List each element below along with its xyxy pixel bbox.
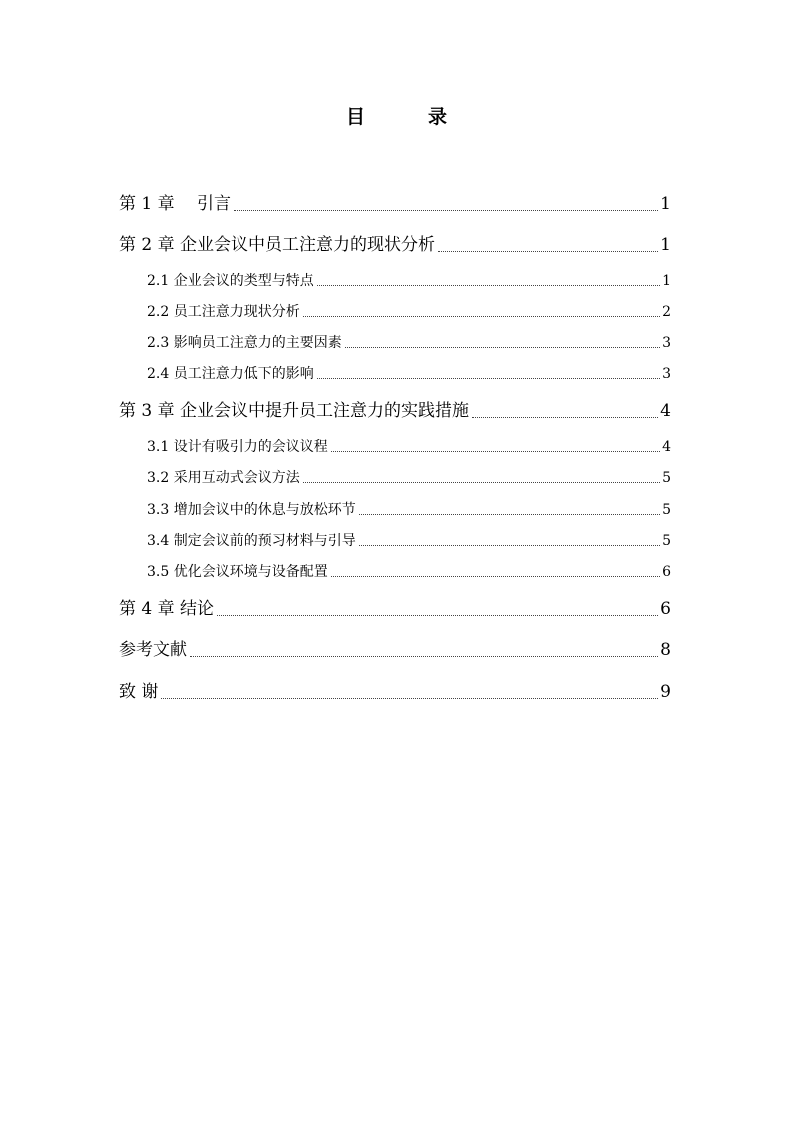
toc-entry-label: 参考文献 bbox=[119, 640, 187, 660]
toc-entry-ch4[interactable] bbox=[119, 597, 671, 621]
page-title: 目 录 bbox=[345, 106, 469, 128]
toc-entry-page: 6 bbox=[660, 599, 671, 619]
toc-entry-2-4[interactable] bbox=[147, 364, 671, 384]
toc-entry-label: 3.3 增加会议中的休息与放松环节 bbox=[147, 502, 356, 518]
toc-entry-page: 2 bbox=[662, 304, 671, 320]
toc-entry-label: 第 2 章 企业会议中员工注意力的现状分析 bbox=[119, 235, 436, 255]
toc-entry-label: 致 谢 bbox=[119, 682, 159, 702]
toc-entry-2-3[interactable] bbox=[147, 333, 671, 353]
toc-entry-page: 5 bbox=[662, 502, 671, 518]
toc-entry-ch2[interactable] bbox=[119, 233, 671, 257]
toc-entry-3-3[interactable] bbox=[147, 500, 671, 520]
dot-leader bbox=[303, 482, 660, 483]
dot-leader bbox=[234, 210, 658, 211]
dot-leader bbox=[217, 615, 658, 616]
dot-leader bbox=[438, 251, 658, 252]
toc-entry-3-4[interactable] bbox=[147, 531, 671, 551]
toc-entry-page: 1 bbox=[660, 235, 671, 255]
dot-leader bbox=[359, 514, 660, 515]
toc-entry-page: 3 bbox=[662, 335, 671, 351]
toc-entry-3-2[interactable] bbox=[147, 468, 671, 488]
dot-leader bbox=[345, 347, 660, 348]
toc-entry-label: 3.4 制定会议前的预习材料与引导 bbox=[147, 533, 356, 549]
toc-entry-page: 4 bbox=[660, 401, 671, 421]
toc-entry-2-2[interactable] bbox=[147, 302, 671, 322]
toc-entry-references[interactable] bbox=[119, 638, 671, 662]
toc-entry-label: 2.4 员工注意力低下的影响 bbox=[147, 366, 314, 382]
toc-entry-label: 第 1 章 引言 bbox=[119, 194, 232, 214]
toc-entry-page: 8 bbox=[660, 640, 671, 660]
toc-entry-page: 4 bbox=[662, 439, 671, 455]
dot-leader bbox=[190, 656, 658, 657]
toc-entry-page: 6 bbox=[662, 564, 671, 580]
toc-entry-page: 1 bbox=[660, 194, 671, 214]
toc-entry-page: 3 bbox=[662, 366, 671, 382]
toc-entry-ch3[interactable] bbox=[119, 399, 671, 423]
toc-entry-acknowledgements[interactable] bbox=[119, 680, 671, 704]
dot-leader bbox=[359, 545, 660, 546]
dot-leader bbox=[331, 576, 660, 577]
toc-entry-2-1[interactable] bbox=[147, 271, 671, 291]
toc-entry-ch1[interactable] bbox=[119, 192, 671, 216]
toc-entry-3-5[interactable] bbox=[147, 562, 671, 582]
toc-entry-page: 1 bbox=[662, 273, 671, 289]
toc-entry-label: 第 4 章 结论 bbox=[119, 599, 215, 619]
dot-leader bbox=[161, 698, 658, 699]
toc-entry-label: 2.2 员工注意力现状分析 bbox=[147, 304, 300, 320]
toc-entry-page: 5 bbox=[662, 470, 671, 486]
dot-leader bbox=[472, 417, 658, 418]
toc-entry-label: 第 3 章 企业会议中提升员工注意力的实践措施 bbox=[119, 401, 470, 421]
toc-entry-3-1[interactable] bbox=[147, 437, 671, 457]
toc-entry-label: 2.3 影响员工注意力的主要因素 bbox=[147, 335, 342, 351]
toc-entry-page: 9 bbox=[660, 682, 671, 702]
dot-leader bbox=[317, 285, 660, 286]
dot-leader bbox=[317, 378, 660, 379]
dot-leader bbox=[303, 316, 660, 317]
toc-entry-label: 3.1 设计有吸引力的会议议程 bbox=[147, 439, 328, 455]
dot-leader bbox=[331, 451, 660, 452]
toc-entry-label: 3.5 优化会议环境与设备配置 bbox=[147, 564, 328, 580]
toc-entry-page: 5 bbox=[662, 533, 671, 549]
toc-entry-label: 3.2 采用互动式会议方法 bbox=[147, 470, 300, 486]
toc-entry-label: 2.1 企业会议的类型与特点 bbox=[147, 273, 314, 289]
